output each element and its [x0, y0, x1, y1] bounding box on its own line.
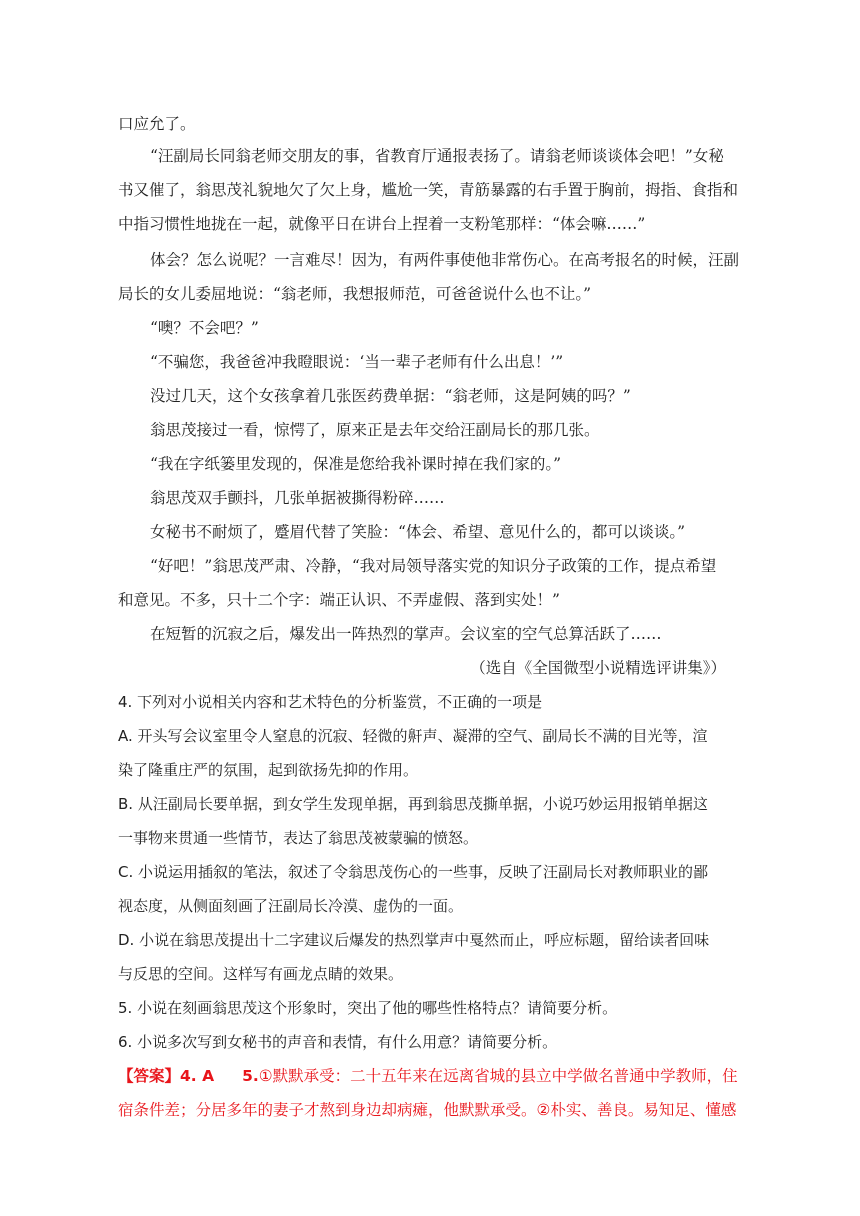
question-4-option-b-cont: 一事物来贯通一些情节，表达了翁思茂被蒙骗的愤怒。 — [118, 829, 479, 847]
answer-label: 【答案】 — [118, 1067, 181, 1085]
answer-5-text: ①默默承受：二十五年来在远离省城的县立中学做名普通中学教师，住 — [258, 1067, 738, 1085]
answer-5-number: 5. — [242, 1067, 259, 1085]
story-paragraph: “噢？不会吧？” — [150, 319, 259, 337]
source-citation: （选自《全国微型小说精选评讲集》） — [470, 659, 726, 677]
story-paragraph: “我在字纸篓里发现的，保准是您给我补课时掉在我们家的。” — [150, 455, 562, 473]
story-paragraph-cont: 书又催了，翁思茂礼貌地欠了欠上身，尴尬一笑，青筋暴露的右手置于胸前，拇指、食指和 — [118, 181, 739, 199]
question-4-option-a: A. 开头写会议室里令人窒息的沉寂、轻微的鼾声、凝滞的空气、副局长不满的目光等，渲 — [118, 727, 708, 745]
question-5: 5. 小说在刻画翁思茂这个形象时，突出了他的哪些性格特点？请简要分析。 — [118, 999, 618, 1017]
question-6: 6. 小说多次写到女秘书的声音和表情，有什么用意？请简要分析。 — [118, 1033, 558, 1051]
question-4-option-c: C. 小说运用插叙的笔法，叙述了令翁思茂伤心的一些事，反映了汪副局长对教师职业的鄙 — [118, 863, 709, 881]
answer-4: 4. A — [180, 1067, 215, 1085]
answer-line-cont: 宿条件差；分居多年的妻子才熬到身边却病瘫，他默默承受。②朴实、善良。易知足、懂感 — [118, 1101, 737, 1119]
question-4: 4. 下列对小说相关内容和艺术特色的分析鉴赏，不正确的一项是 — [118, 693, 543, 711]
story-paragraph: “汪副局长同翁老师交朋友的事，省教育厅通报表扬了。请翁老师谈谈体会吧！”女秘 — [150, 147, 724, 165]
answer-line — [118, 1066, 738, 1086]
story-paragraph-end: 口应允了。 — [118, 115, 196, 133]
story-paragraph-cont: 和意见。不多，只十二个字：端正认识、不弄虚假、落到实处！” — [118, 591, 560, 609]
story-paragraph: 体会？怎么说呢？一言难尽！因为，有两件事使他非常伤心。在高考报名的时候，汪副 — [150, 251, 740, 269]
story-paragraph: 女秘书不耐烦了，蹙眉代替了笑脸：“体会、希望、意见什么的，都可以谈谈。” — [150, 523, 686, 541]
story-paragraph: 在短暂的沉寂之后，爆发出一阵热烈的掌声。会议室的空气总算活跃了…… — [150, 625, 662, 643]
story-paragraph: 没过几天，这个女孩拿着几张医药费单据：“翁老师，这是阿姨的吗？” — [150, 387, 631, 405]
question-4-option-d: D. 小说在翁思茂提出十二字建议后爆发的热烈掌声中戛然而止，呼应标题，留给读者回味 — [118, 931, 710, 949]
question-4-option-a-cont: 染了隆重庄严的氛围，起到欲扬先抑的作用。 — [118, 761, 419, 779]
question-4-option-d-cont: 与反思的空间。这样写有画龙点睛的效果。 — [118, 965, 404, 983]
story-paragraph: 翁思茂接过一看，惊愕了，原来正是去年交给汪副局长的那几张。 — [150, 421, 600, 439]
story-paragraph-cont: 中指习惯性地拢在一起，就像平日在讲台上捏着一支粉笔那样：“体会嘛……” — [118, 215, 646, 233]
story-paragraph: “好吧！”翁思茂严肃、冷静，“我对局领导落实党的知识分子政策的工作，提点希望 — [150, 557, 717, 575]
story-paragraph-cont: 局长的女儿委屈地说：“翁老师，我想报师范，可爸爸说什么也不让。” — [118, 285, 592, 303]
story-paragraph: 翁思茂双手颤抖，几张单据被撕得粉碎…… — [150, 489, 445, 507]
question-4-option-b: B. 从汪副局长要单据，到女学生发现单据，再到翁思茂撕单据，小说巧妙运用报销单据这 — [118, 795, 708, 813]
story-paragraph: “不骗您，我爸爸冲我瞪眼说：‘当一辈子老师有什么出息！’” — [150, 353, 564, 371]
question-4-option-c-cont: 视态度，从侧面刻画了汪副局长冷漠、虚伪的一面。 — [118, 897, 464, 915]
